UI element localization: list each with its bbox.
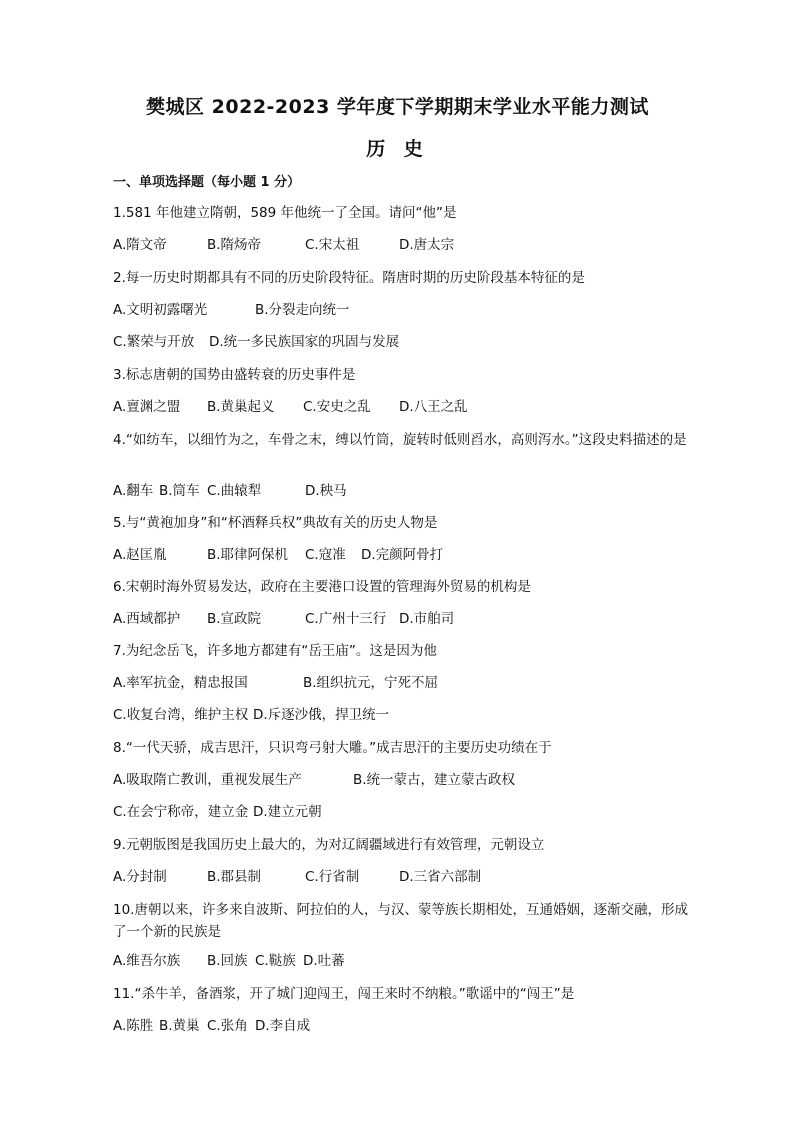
option-c: C.在会宁称帝，建立金 [113, 804, 249, 820]
question-6-stem: 6.宋朝时海外贸易发达，政府在主要港口设置的管理海外贸易的机构是 [113, 579, 531, 595]
option-b: B.组织抗元，宁死不屈 [303, 675, 439, 691]
option-d: D.八王之乱 [399, 399, 468, 415]
exam-title: 樊城区 2022-2023 学年度下学期期末学业水平能力测试 [146, 96, 649, 118]
option-b: B.耶律阿保机 [207, 547, 289, 563]
subject-title: 历 史 [366, 138, 429, 160]
option-c: C.行省制 [305, 869, 360, 885]
question-3-options [113, 396, 468, 418]
option-c: C.广州十三行 [305, 611, 387, 627]
question-9-options [113, 866, 481, 888]
question-4-stem: 4.“如纺车，以细竹为之，车骨之末，缚以竹筒，旋转时低则舀水，高则泻水。”这段史料描述的是 [113, 432, 687, 448]
option-a: A.赵匡胤 [113, 547, 167, 563]
option-a: A.翻车 [113, 483, 154, 499]
option-a: A.率军抗金，精忠报国 [113, 675, 248, 691]
question-10-stem: 10.唐朝以来，许多来自波斯、阿拉伯的人，与汉、蒙等族长期相处，互通婚姻，逐渐交融，形成了一个新的民族是 [113, 902, 688, 940]
question-10-options [113, 950, 345, 972]
option-b: B.统一蒙古，建立蒙古政权 [353, 772, 516, 788]
option-d: D.秧马 [305, 483, 347, 499]
question-2-options-row1 [113, 299, 350, 321]
question-9-stem: 9.元朝版图是我国历史上最大的，为对辽阔疆域进行有效管理，元朝设立 [113, 837, 545, 853]
option-b: B.隋炀帝 [207, 237, 262, 253]
option-b: B.筒车 [159, 483, 200, 499]
question-8-stem: 8.“一代天骄，成吉思汗，只识弯弓射大雕。”成吉思汗的主要历史功绩在于 [113, 740, 552, 756]
option-a: A.西域都护 [113, 611, 181, 627]
question-11-stem: 11.“杀牛羊，备酒浆，开了城门迎闯王，闯王来时不纳粮。”歌谣中的“闯王”是 [113, 986, 575, 1002]
question-1-stem: 1.581 年他建立隋朝，589 年他统一了全国。请问“他”是 [113, 205, 457, 221]
question-8-options-row2 [113, 801, 322, 823]
option-c: C.鞑族 [255, 953, 296, 969]
question-5-stem: 5.与“黄袍加身”和“杯酒释兵权”典故有关的历史人物是 [113, 515, 438, 531]
question-6-options [113, 608, 454, 630]
question-7-stem: 7.为纪念岳飞，许多地方都建有“岳王庙”。这是因为他 [113, 643, 437, 659]
section-heading: 一、单项选择题（每小题 1 分） [113, 175, 301, 190]
option-a: A.亶渊之盟 [113, 399, 181, 415]
option-c: C.曲辕犁 [207, 483, 262, 499]
option-d: D.建立元朝 [253, 804, 322, 820]
option-c: C.宋太祖 [305, 237, 360, 253]
question-1-options [113, 234, 454, 256]
option-a: A.吸取隋亡教训，重视发展生产 [113, 772, 302, 788]
option-d: D.李自成 [255, 1018, 311, 1034]
option-c: C.寇准 [305, 547, 346, 563]
option-b: B.黄巢起义 [207, 399, 275, 415]
option-a: A.维吾尔族 [113, 953, 181, 969]
question-7-options-row2 [113, 704, 389, 726]
option-a: A.隋文帝 [113, 237, 167, 253]
question-3-stem: 3.标志唐朝的国势由盛转衰的历史事件是 [113, 367, 356, 383]
option-d: D.唐太宗 [399, 237, 455, 253]
option-a: A.陈胜 [113, 1018, 154, 1034]
option-b: B.黄巢 [159, 1018, 200, 1034]
question-11-options [113, 1015, 310, 1037]
option-b: B.回族 [207, 953, 248, 969]
option-c: C.繁荣与开放 [113, 334, 195, 350]
option-b: B.郡县制 [207, 869, 262, 885]
option-d: D.斥逐沙俄，捍卫统一 [253, 707, 390, 723]
option-b: B.宣政院 [207, 611, 262, 627]
option-a: A.文明初露曙光 [113, 302, 208, 318]
question-4-options [113, 480, 347, 502]
question-8-options-row1 [113, 769, 515, 791]
option-b: B.分裂走向统一 [255, 302, 350, 318]
option-d: D.市舶司 [399, 611, 455, 627]
option-d: D.吐蕃 [303, 953, 345, 969]
question-7-options-row1 [113, 672, 438, 694]
option-d: D.三省六部制 [399, 869, 482, 885]
option-a: A.分封制 [113, 869, 167, 885]
question-2-options-row2 [113, 331, 399, 353]
option-c: C.安史之乱 [303, 399, 371, 415]
option-c: C.收复台湾，维护主权 [113, 707, 249, 723]
option-d: D.统一多民族国家的巩固与发展 [209, 334, 400, 350]
option-c: C.张角 [207, 1018, 248, 1034]
option-d: D.完颜阿骨打 [361, 547, 444, 563]
question-2-stem: 2.每一历史时期都具有不同的历史阶段特征。隋唐时期的历史阶段基本特征的是 [113, 270, 585, 286]
question-5-options [113, 544, 443, 566]
